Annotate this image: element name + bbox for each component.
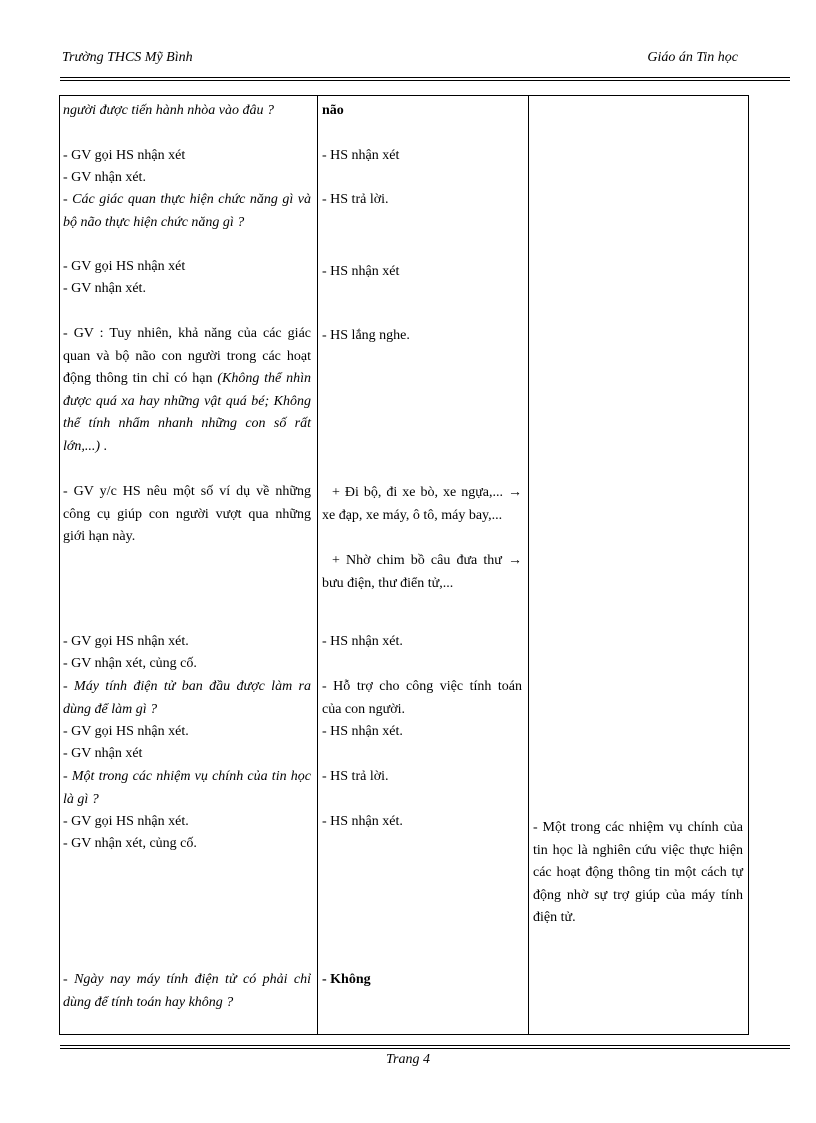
school-name: Trường THCS Mỹ Bình [62,50,193,65]
student-answer: - Không [322,972,371,987]
student-line: não [322,103,344,118]
explanation-text: - GV : Tuy nhiên, khả năng của các giác quan và bộ não con người trong các hoạt động thông tin chỉ có hạn [63,326,311,386]
student-line: - HS nhận xét [322,148,400,163]
student-line: - HS nhận xét [322,264,400,279]
teacher-question-1: người được tiến hành nhòa vào đâu ? [63,103,275,118]
teacher-request-examples: - GV y/c HS nêu một số ví dụ về những công cụ giúp con người vượt qua những giới hạn này. [63,484,311,544]
header-rule-2 [60,80,790,81]
student-line: - HS lắng nghe. [322,328,410,343]
column-divider-1 [317,96,318,1034]
teacher-line: - GV nhận xét. [63,281,146,296]
student-line: - HS trả lời. [322,769,389,784]
explanation-example: (Không thể nhìn được quá xa hay những vật quá bé; Không thể tính nhẩm nhanh những con số rất lớn,...) [63,371,312,454]
column-divider-2 [528,96,529,1034]
student-answer: - Hỗ trợ cho công việc tính toán của con người. [322,679,522,717]
teacher-line: - GV nhận xét, củng cố. [63,836,197,851]
teacher-question-5: - Ngày nay máy tính điện tử có phải chỉ dùng để tính toán hay không ? [63,972,311,1010]
teacher-line: - GV gọi HS nhận xét. [63,634,189,649]
student-example-1: + Đi bộ, đi xe bò, xe ngựa,... → xe đạp, xe máy, ô tô, máy bay,... [322,485,522,523]
teacher-line: - GV gọi HS nhận xét [63,148,186,163]
teacher-line: - GV nhận xét. [63,170,146,185]
page-header [60,50,750,74]
teacher-line: - GV gọi HS nhận xét. [63,814,189,829]
footer-rule-1 [60,1045,790,1046]
teacher-question-3: - Máy tính điện tử ban đầu được làm ra dùng để làm gì ? [63,679,311,717]
student-line: - HS trả lời. [322,192,389,207]
teacher-line: - GV nhận xét, củng cố. [63,656,197,671]
student-example-2: + Nhờ chim bồ câu đưa thư → bưu điện, thư điển tử,... [322,553,522,591]
student-line: - HS nhận xét. [322,634,403,649]
teacher-question-2: - Các giác quan thực hiện chức năng gì và bộ não thực hiện chức năng gì ? [63,192,311,230]
student-line: - HS nhận xét. [322,724,403,739]
student-line: - HS nhận xét. [322,814,403,829]
subject-name: Giáo án Tin học [647,50,738,65]
teacher-line: - GV gọi HS nhận xét [63,259,186,274]
lesson-content: - Một trong các nhiệm vụ chính của tin học là nghiên cứu việc thực hiện các hoạt động thông tin một cách tự động nhờ sự trợ giúp của máy tính điện tử. [533,820,743,925]
page-number: Trang 4 [386,1052,430,1067]
teacher-line: - GV nhận xét [63,746,143,761]
footer-rule-2 [60,1048,790,1049]
header-rule-1 [60,77,790,78]
teacher-question-4: - Một trong các nhiệm vụ chính của tin học là gì ? [63,769,311,807]
lesson-table [59,95,749,1035]
teacher-line: - GV gọi HS nhận xét. [63,724,189,739]
teacher-explanation: - GV : Tuy nhiên, khả năng của các giác quan và bộ não con người trong các hoạt động thông tin chỉ có hạn (Không thể nhìn được quá xa hay những vật quá bé; Không thể tính nhẩm nhanh những con số rất lớn,...) . [63,326,312,454]
